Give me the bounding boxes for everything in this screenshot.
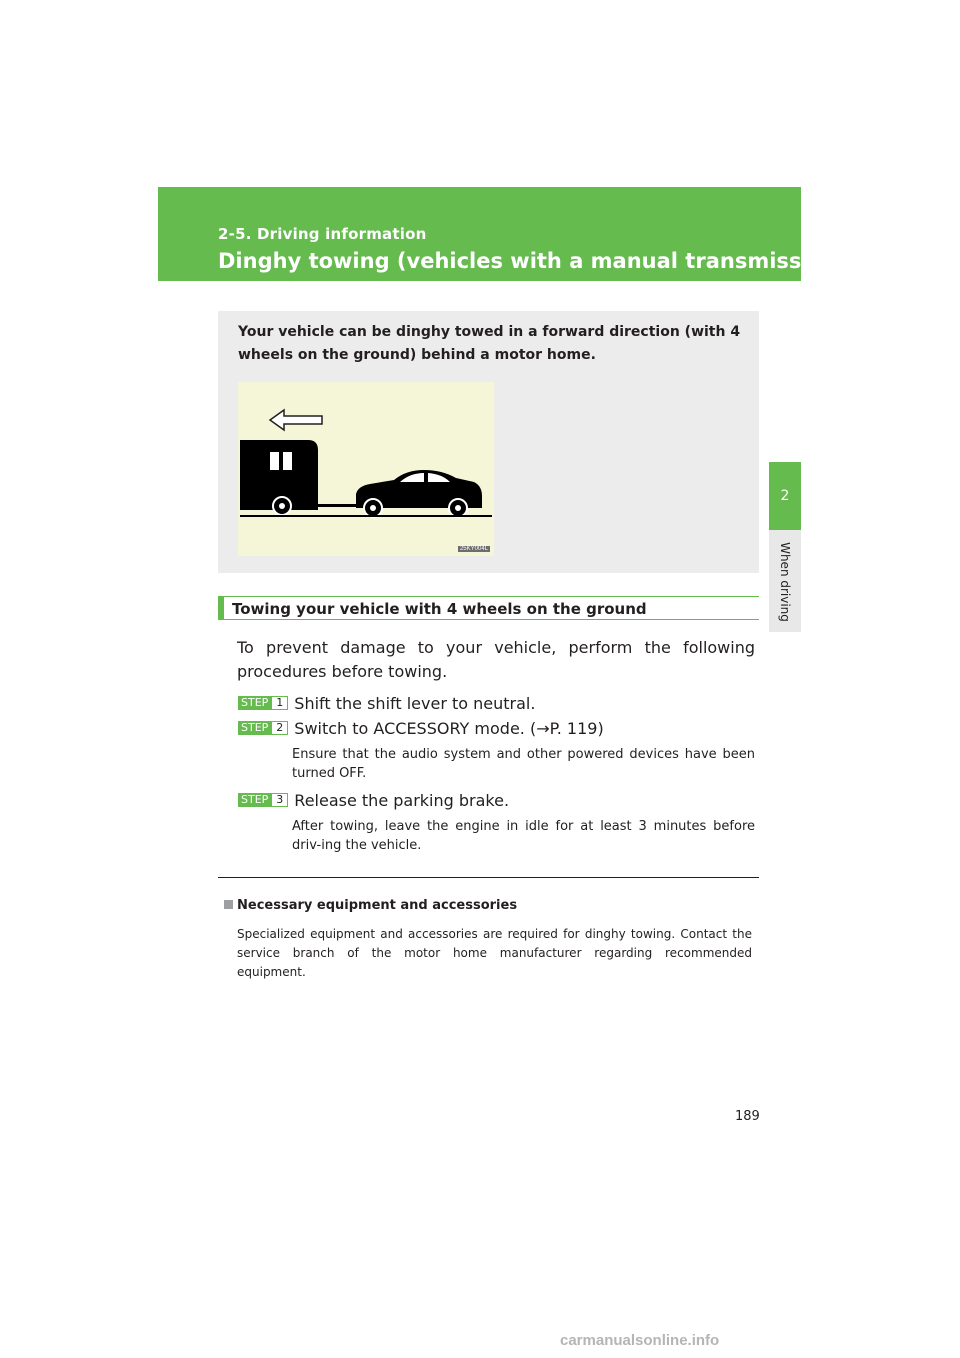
towing-illustration [238,382,494,556]
section-label: 2-5. Driving information [218,225,427,243]
section-heading-text: Towing your vehicle with 4 wheels on the ground [232,600,647,618]
section-heading-bar [218,596,224,620]
illustration-code: 25KY004L [459,546,488,552]
watermark[interactable]: carmanualsonline.info [560,1332,720,1349]
header-band [158,187,848,281]
step-2 [238,719,604,738]
motor-home-towing-car-icon [238,382,494,556]
section-heading [218,596,759,620]
step-badge: STEP 2 [238,721,288,735]
intro-text: Your vehicle can be dinghy towed in a forward direction (with 4 wheels on the ground) behind a motor home. [238,324,741,363]
step-3-note: After towing, leave the engine in idle for at least 3 minutes before driv-ing the vehicle. [292,819,755,853]
step-2-note: Ensure that the audio system and other powered devices have been turned OFF. [292,747,755,781]
note-heading-text: Necessary equipment and accessories [237,898,518,913]
step-text: Release the parking brake. [294,791,510,810]
note-text: Specialized equipment and accessories are required for dinghy towing. Contact the service branch of the motor home manufacturer regarding recommended equipment. [237,927,752,979]
note-heading [224,898,517,913]
step-1 [238,694,535,713]
section-body: To prevent damage to your vehicle, perform the following procedures before towing. [237,638,755,681]
chapter-tab-label: When driving [778,542,792,622]
intro-panel [218,311,759,573]
chapter-tab-number[interactable]: 2 [769,462,801,530]
square-bullet-icon [224,900,233,909]
step-text: Shift the shift lever to neutral. [294,694,536,713]
step-badge: STEP 1 [238,696,288,710]
divider [218,877,759,878]
page-title: Dinghy towing (vehicles with a manual transmission) [218,249,848,273]
step-badge: STEP 3 [238,793,288,807]
page-number: 189 [735,1109,760,1124]
step-text[interactable]: Switch to ACCESSORY mode. (→P. 119) [294,719,604,738]
step-3 [238,791,509,810]
